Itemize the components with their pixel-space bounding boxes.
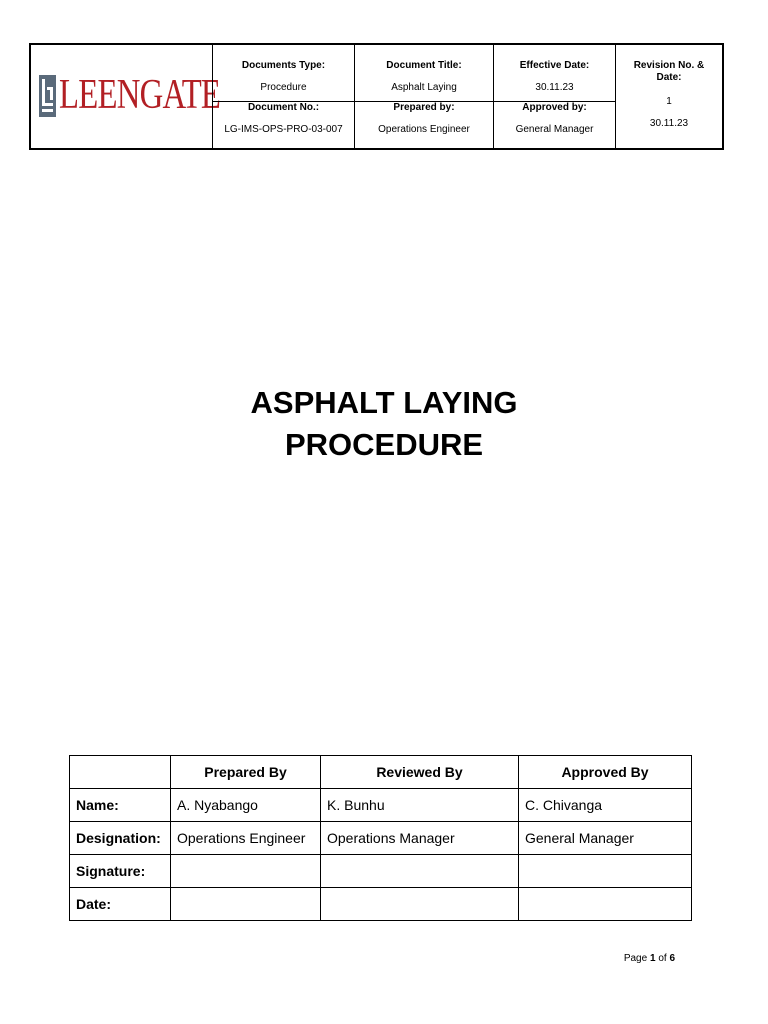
table-cell: A. Nyabango	[171, 789, 321, 822]
doc-type-value: Procedure	[260, 82, 307, 93]
signature-cell	[171, 855, 321, 888]
table-cell: General Manager	[519, 822, 692, 855]
date-cell	[171, 888, 321, 921]
approved-by-label: Approved by:	[522, 102, 587, 113]
revision-label: Revision No. & Date:	[633, 60, 705, 83]
title-line-1: ASPHALT LAYING	[250, 385, 518, 420]
date-cell	[321, 888, 519, 921]
row-label: Signature:	[70, 855, 171, 888]
table-cell: C. Chivanga	[519, 789, 692, 822]
signature-cell	[321, 855, 519, 888]
doc-title-value: Asphalt Laying	[391, 82, 457, 93]
table-header-cell: Prepared By	[171, 756, 321, 789]
logo-wordmark: LEENGATE	[59, 72, 221, 118]
table-cell: K. Bunhu	[321, 789, 519, 822]
date-cell	[519, 888, 692, 921]
revision-number: 1	[666, 96, 672, 107]
doc-title-label: Document Title:	[386, 60, 462, 71]
table-header-row	[70, 756, 692, 789]
table-header-cell	[70, 756, 171, 789]
table-cell: Operations Manager	[321, 822, 519, 855]
row-label: Date:	[70, 888, 171, 921]
page-number	[624, 953, 675, 964]
document-title	[0, 382, 768, 466]
company-logo	[38, 72, 221, 119]
row-label: Name:	[70, 789, 171, 822]
table-row	[70, 855, 692, 888]
title-line-2: PROCEDURE	[284, 427, 484, 462]
doc-number-value: LG-IMS-OPS-PRO-03-007	[224, 124, 343, 135]
revision-date: 30.11.23	[649, 118, 689, 129]
row-label: Designation:	[70, 822, 171, 855]
table-row	[70, 888, 692, 921]
approved-by-value: General Manager	[515, 124, 594, 135]
table-cell: Operations Engineer	[171, 822, 321, 855]
table-header-cell: Reviewed By	[321, 756, 519, 789]
approval-table	[69, 755, 692, 921]
table-row	[70, 822, 692, 855]
page-word: Page	[623, 953, 648, 964]
page-total: 6	[669, 953, 675, 964]
prepared-by-value: Operations Engineer	[378, 124, 470, 135]
signature-cell	[519, 855, 692, 888]
prepared-by-label: Prepared by:	[393, 102, 455, 113]
doc-number-label: Document No.:	[247, 102, 320, 113]
table-header-cell: Approved By	[519, 756, 692, 789]
effective-date-label: Effective Date:	[519, 60, 590, 71]
effective-date-value: 30.11.23	[535, 82, 574, 93]
leengate-logo-mark-icon	[39, 75, 56, 117]
table-row	[70, 789, 692, 822]
page-current: 1	[649, 953, 656, 964]
doc-type-label: Documents Type:	[241, 60, 326, 71]
of-word: of	[658, 953, 667, 964]
document-control-header	[29, 43, 724, 150]
